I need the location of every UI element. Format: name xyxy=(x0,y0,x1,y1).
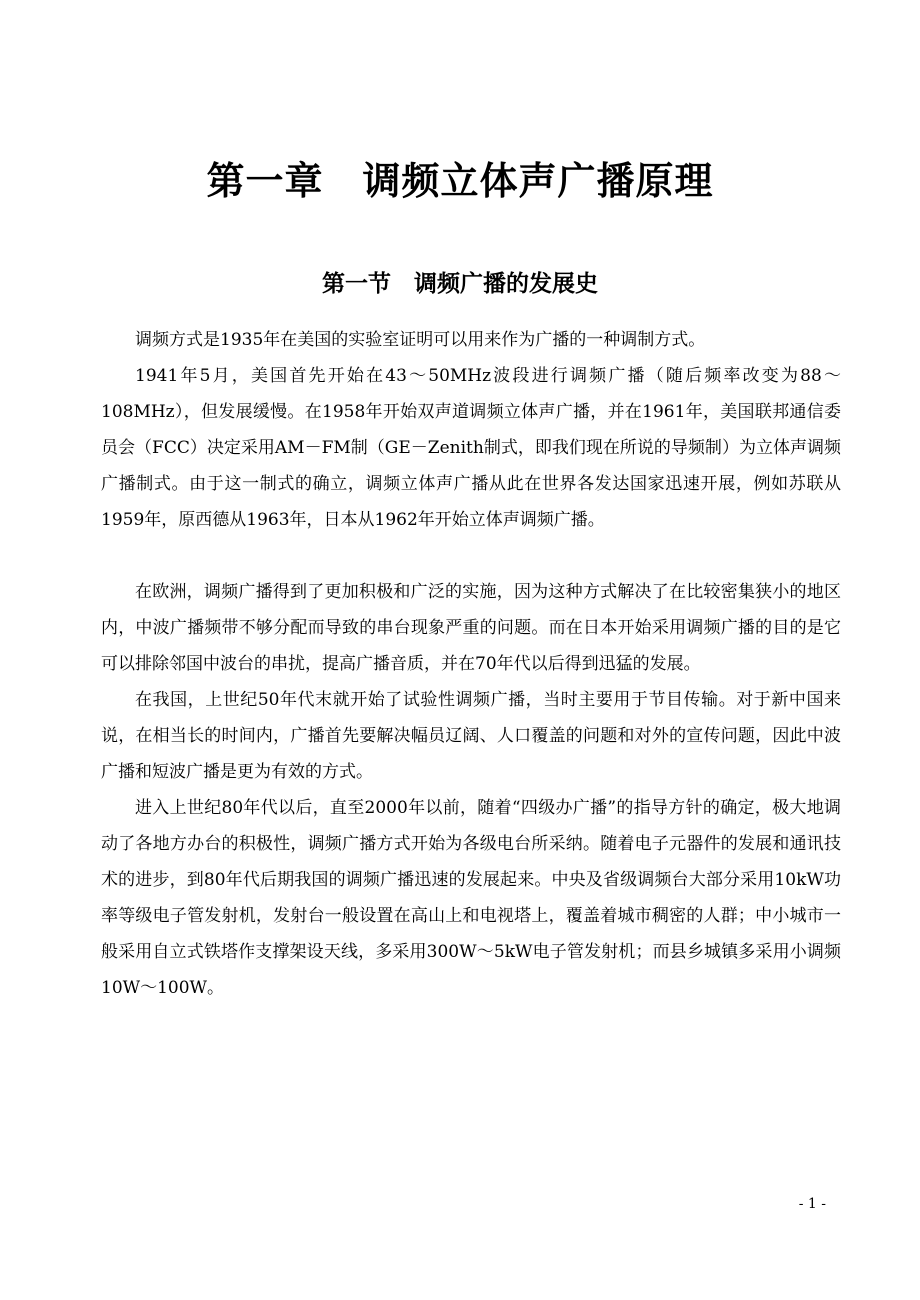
paragraph-intro: 调频方式是1935年在美国的实验室证明可以用来作为广播的一种调制方式。 xyxy=(135,330,706,350)
paragraph-europe-japan: 在欧洲，调频广播得到了更加积极和广泛的实施，因为这种方式解决了在比较密集狭小的地区内，中波广播频带不够分配而导致的串台现象严重的问题。而在日本开始采用调频广播的目的是它可以排除邻国中波台的串扰，提高广播音质，并在70年代以后得到迅猛的发展。 xyxy=(101,582,841,674)
paragraph-china-early: 在我国，上世纪50年代末就开始了试验性调频广播，当时主要用于节目传输。对于新中国来说，在相当长的时间内，广播首先要解决幅员辽阔、人口覆盖的问题和对外的宣传问题，因此中波广播和短波广播是更为有效的方式。 xyxy=(101,690,841,782)
body-text xyxy=(101,322,841,1006)
paragraph-us-history: 1941年5月，美国首先开始在43～50MHz波段进行调频广播（随后频率改变为88～108MHz），但发展缓慢。在1958年开始双声道调频立体声广播，并在1961年，美国联邦通信委员会（FCC）决定采用AM－FM制（GE－Zenith制式，即我们现在所说的导频制）为立体声调频广播制式。由于这一制式的确立，调频立体声广播从此在世界各发达国家迅速开展，例如苏联从1959年，原西德从1963年，日本从1962年开始立体声调频广播。 xyxy=(101,366,841,530)
chapter-title: 第一章 调频立体声广播原理 xyxy=(206,158,714,204)
page-number: - 1 - xyxy=(798,1196,826,1212)
section-title: 第一节 调频广播的发展史 xyxy=(322,270,598,298)
paragraph-china-development: 进入上世纪80年代以后，直至2000年以前，随着“四级办广播”的指导方针的确定，极大地调动了各地方办台的积极性，调频广播方式开始为各级电台所采纳。随着电子元器件的发展和通讯技术的进步，到80年代后期我国的调频广播迅速的发展起来。中央及省级调频台大部分采用10kW功率等级电子管发射机，发射台一般设置在高山上和电视塔上，覆盖着城市稠密的人群；中小城市一般采用自立式铁塔作支撑架设天线，多采用300W～5kW电子管发射机；而县乡城镇多采用小调频10W～100W。 xyxy=(101,798,841,998)
